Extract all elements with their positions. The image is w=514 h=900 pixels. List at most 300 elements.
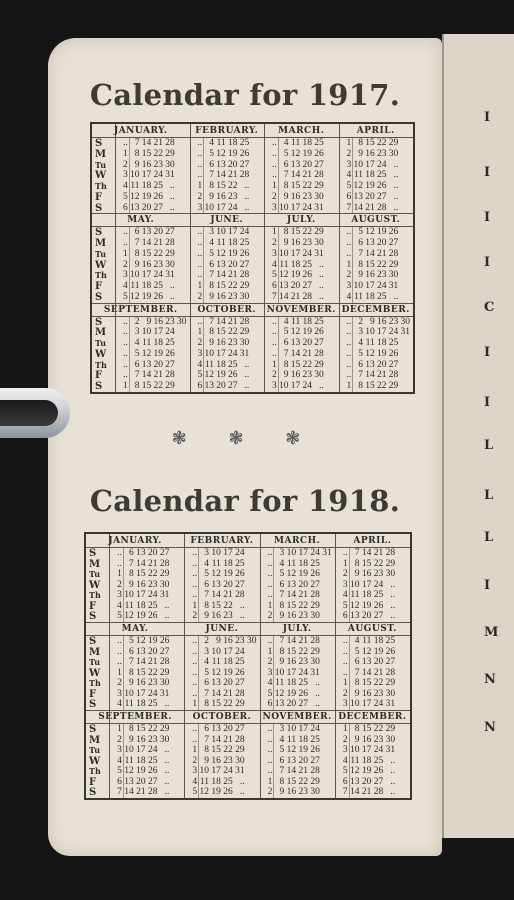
month-divider	[260, 534, 261, 798]
date-cell: 12	[290, 327, 301, 338]
date-cell: 13	[286, 579, 297, 590]
date-cell: ..	[267, 569, 273, 580]
date-cell: 13	[365, 359, 375, 370]
date-cell: 7	[279, 766, 285, 777]
next-page-letter: I	[484, 578, 491, 593]
date-cell: 27	[373, 611, 384, 622]
date-cell: 8	[358, 381, 363, 392]
date-cell: 15	[136, 667, 146, 678]
date-cell: 6	[346, 191, 352, 202]
month-divider	[264, 124, 265, 392]
date-cell: 23	[302, 370, 312, 381]
date-cell: 29	[314, 359, 324, 370]
date-cell: 7	[204, 688, 209, 699]
date-cell: ..	[123, 370, 128, 381]
date-cell: 9	[370, 316, 375, 327]
date-cell: 2	[267, 657, 273, 668]
date-cell: 8	[354, 724, 360, 734]
date-cell: 14	[353, 202, 363, 213]
weekday-label: Th	[89, 766, 101, 777]
date-cell: 23	[228, 291, 238, 302]
date-cell: 15	[216, 181, 226, 192]
weekday-label: F	[89, 776, 97, 788]
date-cell: ..	[346, 227, 352, 238]
date-cell: 24	[310, 724, 320, 734]
date-cell: 10	[204, 202, 214, 213]
date-cell: 13	[279, 281, 289, 292]
date-cell: 31	[159, 590, 170, 601]
next-page-letter: I	[484, 165, 491, 180]
date-cell: 20	[216, 381, 226, 392]
date-cell: 29	[388, 259, 399, 270]
date-cell: ..	[117, 558, 122, 569]
date-cell: ..	[393, 181, 399, 192]
date-cell: 18	[373, 636, 384, 646]
date-cell: 17	[216, 348, 226, 359]
date-cell: 8	[129, 667, 134, 678]
date-cell: ..	[267, 636, 273, 646]
date-cell: 23	[223, 755, 233, 766]
date-cell: 6	[342, 611, 348, 622]
date-cell: 5	[342, 766, 348, 777]
date-cell: 28	[388, 248, 399, 259]
weekday-label: W	[89, 579, 101, 591]
date-cell: 7	[204, 734, 209, 745]
date-cell: 10	[353, 281, 363, 292]
date-cell: 30	[310, 787, 320, 798]
date-cell: 29	[235, 699, 245, 710]
date-cell: 26	[385, 646, 396, 657]
date-cell: 8	[279, 646, 285, 657]
date-cell: 26	[239, 148, 250, 159]
date-cell: 27	[314, 159, 324, 170]
date-cell: 3	[272, 202, 277, 213]
date-cell: 28	[165, 370, 175, 381]
date-cell: ..	[170, 281, 175, 292]
date-cell: 18	[290, 259, 301, 270]
date-cell: 14	[211, 688, 221, 699]
date-cell: ..	[267, 734, 273, 745]
date-cell: 23	[235, 636, 245, 646]
date-cell: 3	[117, 590, 122, 601]
date-cell: 11	[124, 600, 134, 611]
date-cell: 19	[286, 688, 297, 699]
date-cell: 9	[129, 678, 134, 689]
date-cell: 18	[223, 657, 233, 668]
date-cell: 13	[211, 579, 221, 590]
date-cell: 14	[286, 590, 297, 601]
date-cell: 26	[388, 348, 399, 359]
date-cell: 30	[177, 316, 187, 327]
date-cell: ..	[197, 159, 203, 170]
date-cell: 10	[274, 667, 285, 678]
date-cell: 30	[400, 316, 410, 327]
date-cell: 2	[134, 316, 140, 327]
date-cell: ..	[123, 138, 128, 148]
date-cell: 27	[235, 678, 245, 689]
date-cell: 3	[209, 227, 214, 238]
date-cell: 2	[197, 338, 203, 349]
date-cell: 19	[136, 766, 146, 777]
date-cell: 22	[153, 381, 163, 392]
date-cell: 20	[148, 646, 158, 657]
date-cell: 21	[153, 370, 163, 381]
next-page-letter: N	[484, 720, 496, 735]
next-page-letter: N	[484, 672, 496, 687]
weekday-label: Th	[95, 270, 107, 281]
date-cell: 30	[159, 579, 170, 590]
date-cell: 28	[159, 657, 170, 668]
date-cell: 25	[228, 359, 238, 370]
date-cell: 7	[283, 170, 289, 181]
date-cell: 20	[223, 724, 233, 734]
date-cell: 1	[342, 558, 348, 569]
next-page-text	[484, 0, 499, 900]
date-cell: ..	[123, 238, 128, 249]
date-cell: 27	[148, 776, 158, 787]
weekday-label: S	[95, 138, 103, 149]
date-cell: 30	[388, 148, 399, 159]
date-cell: 10	[286, 548, 297, 558]
date-cell: 15	[290, 181, 301, 192]
date-cell: ..	[192, 688, 198, 699]
date-cell: 23	[298, 657, 308, 668]
date-cell: ..	[272, 327, 277, 338]
date-cell: ..	[346, 348, 352, 359]
date-cell: 4	[123, 281, 128, 292]
date-cell: 21	[373, 548, 384, 558]
date-cell: 30	[310, 611, 320, 622]
date-cell: 7	[209, 170, 214, 181]
date-cell: ..	[123, 227, 128, 238]
month-divider	[190, 124, 191, 392]
date-cell: 4	[117, 755, 122, 766]
date-cell: 24	[148, 688, 158, 699]
month-header: SEPTEMBER.	[92, 303, 190, 317]
date-cell: 25	[148, 600, 158, 611]
date-cell: 4	[123, 181, 128, 192]
date-cell: 31	[388, 281, 399, 292]
date-cell: 24	[377, 159, 387, 170]
date-cell: ..	[117, 657, 122, 668]
month-header: JANUARY.	[86, 534, 184, 548]
date-cell: 29	[165, 381, 175, 392]
date-cell: ..	[244, 381, 250, 392]
date-cell: 26	[310, 745, 320, 756]
month-divider	[115, 124, 116, 392]
date-cell: 10	[211, 548, 221, 558]
date-cell: 31	[385, 745, 396, 756]
date-cell: 15	[365, 381, 375, 392]
date-cell: 2	[117, 678, 122, 689]
date-cell: 18	[302, 138, 312, 148]
date-cell: 23	[373, 569, 384, 580]
date-cell: 25	[377, 291, 387, 302]
date-cell: 1	[272, 227, 277, 238]
date-cell: 23	[153, 159, 163, 170]
date-cell: 22	[373, 678, 384, 689]
date-cell: 25	[153, 281, 163, 292]
month-header: AUGUST.	[335, 622, 410, 636]
date-cell: 28	[310, 590, 320, 601]
date-cell: 23	[302, 238, 312, 249]
date-cell: 24	[373, 579, 384, 590]
date-cell: ..	[197, 148, 203, 159]
date-cell: 20	[377, 238, 387, 249]
weekday-label: Th	[95, 181, 107, 192]
month-header: FEBRUARY.	[190, 124, 265, 138]
date-cell: 17	[216, 202, 226, 213]
date-cell: 25	[302, 259, 312, 270]
month-header: APRIL.	[335, 534, 410, 548]
date-cell: 25	[377, 170, 387, 181]
date-cell: 10	[279, 248, 289, 259]
date-cell: 21	[136, 787, 146, 798]
date-cell: 7	[209, 270, 214, 281]
date-cell: 24	[298, 667, 308, 678]
date-cell: 6	[354, 657, 360, 668]
date-cell: ..	[123, 338, 128, 349]
date-cell: ..	[390, 776, 396, 787]
date-cell: 9	[134, 159, 140, 170]
date-cell: 1	[267, 600, 273, 611]
date-cell: 17	[361, 699, 372, 710]
date-cell: ..	[272, 316, 277, 327]
date-cell: 13	[211, 724, 221, 734]
weekday-label: M	[89, 734, 101, 746]
date-cell: 25	[148, 755, 158, 766]
date-cell: 28	[373, 787, 384, 798]
date-cell: 19	[361, 766, 372, 777]
date-cell: 6	[204, 678, 209, 689]
date-cell: 16	[136, 579, 146, 590]
date-cell: ..	[123, 348, 128, 359]
date-cell: 4	[209, 138, 214, 148]
date-cell: 3	[123, 170, 128, 181]
weekday-label: S	[95, 316, 103, 328]
date-cell: 25	[388, 338, 399, 349]
ornament-stars: ❃ ❃ ❃	[171, 428, 319, 449]
date-cell: 9	[358, 270, 363, 281]
date-cell: 8	[204, 600, 209, 611]
date-cell: 31	[400, 327, 410, 338]
date-cell: 26	[388, 227, 399, 238]
date-cell: 9	[279, 657, 285, 668]
date-cell: 26	[148, 611, 158, 622]
month-header: FEBRUARY.	[184, 534, 259, 548]
date-cell: 19	[228, 148, 238, 159]
date-cell: 21	[377, 370, 387, 381]
weekday-label: F	[95, 281, 103, 293]
date-cell: ..	[390, 787, 396, 798]
date-cell: ..	[164, 755, 170, 766]
date-cell: 19	[136, 611, 146, 622]
date-cell: 20	[302, 159, 312, 170]
date-cell: ..	[164, 787, 170, 798]
date-cell: 3	[192, 766, 198, 777]
date-cell: 18	[365, 291, 375, 302]
date-cell: 25	[314, 138, 324, 148]
date-cell: 22	[298, 646, 308, 657]
weekday-label: Tu	[89, 657, 101, 668]
weekday-label: W	[95, 259, 107, 271]
date-cell: 21	[153, 238, 163, 249]
date-cell: 12	[211, 667, 221, 678]
date-cell: 21	[228, 170, 238, 181]
date-cell: 1	[117, 724, 122, 734]
date-cell: 11	[291, 316, 301, 327]
date-cell: 17	[361, 579, 372, 590]
date-cell: 16	[365, 270, 375, 281]
date-cell: ..	[117, 636, 122, 646]
date-cell: 2	[342, 734, 348, 745]
date-cell: 23	[373, 688, 384, 699]
date-cell: 29	[388, 138, 399, 148]
date-cell: 28	[165, 138, 175, 148]
month-divider	[335, 534, 336, 798]
date-cell: 12	[353, 181, 363, 192]
date-cell: 13	[274, 699, 285, 710]
date-cell: ..	[192, 667, 198, 678]
date-cell: 14	[365, 370, 375, 381]
date-cell: 27	[298, 699, 308, 710]
date-cell: 1	[123, 381, 128, 392]
date-cell: 28	[239, 270, 250, 281]
date-cell: 17	[365, 281, 375, 292]
date-cell: 26	[148, 766, 158, 777]
date-cell: 29	[159, 667, 170, 678]
date-cell: 25	[310, 558, 320, 569]
date-cell: 14	[286, 766, 297, 777]
date-cell: 29	[235, 745, 245, 756]
date-cell: 16	[216, 338, 226, 349]
date-cell: ..	[390, 611, 396, 622]
date-cell: ..	[319, 281, 324, 292]
date-cell: ..	[117, 646, 122, 657]
date-cell: 14	[141, 370, 152, 381]
month-header: MARCH.	[260, 534, 335, 548]
date-cell: 6	[342, 776, 348, 787]
date-cell: 17	[136, 745, 146, 756]
date-cell: 8	[358, 259, 363, 270]
date-cell: ..	[267, 548, 273, 558]
date-cell: ..	[197, 238, 203, 249]
date-cell: 3	[267, 667, 273, 678]
date-cell: 25	[239, 138, 250, 148]
date-cell: 6	[283, 338, 289, 349]
date-cell: 6	[209, 259, 214, 270]
date-cell: 29	[385, 678, 396, 689]
date-cell: 10	[211, 646, 221, 657]
date-cell: 5	[342, 600, 348, 611]
date-cell: 20	[298, 755, 308, 766]
date-cell: 26	[223, 787, 233, 798]
date-cell: 8	[358, 138, 363, 148]
date-cell: 4	[209, 238, 214, 249]
date-cell: 13	[136, 548, 146, 558]
date-cell: 11	[211, 657, 221, 668]
date-cell: 10	[279, 381, 289, 392]
date-cell: 27	[377, 191, 387, 202]
date-cell: ..	[390, 755, 396, 766]
date-cell: 29	[159, 569, 170, 580]
weekday-label: F	[89, 688, 97, 700]
weekday-label: M	[89, 558, 101, 570]
date-cell: 3	[346, 159, 352, 170]
date-cell: 15	[286, 600, 297, 611]
month-divider	[184, 534, 185, 798]
date-cell: 21	[223, 688, 233, 699]
date-cell: 12	[141, 348, 152, 359]
date-cell: 27	[228, 381, 238, 392]
date-cell: 4	[272, 259, 277, 270]
date-cell: 13	[361, 657, 372, 668]
date-cell: 14	[216, 316, 226, 327]
date-cell: 16	[216, 191, 226, 202]
date-cell: 22	[302, 359, 312, 370]
date-cell: 19	[361, 600, 372, 611]
date-cell: 18	[228, 238, 238, 249]
date-cell: 10	[350, 745, 360, 756]
date-cell: 25	[153, 181, 163, 192]
date-cell: ..	[319, 291, 324, 302]
date-cell: 20	[298, 579, 308, 590]
date-cell: 16	[153, 316, 163, 327]
date-cell: 5	[279, 745, 285, 756]
date-cell: 26	[239, 248, 250, 259]
date-cell: ..	[170, 181, 175, 192]
date-cell: 19	[223, 667, 233, 678]
date-cell: 28	[388, 370, 399, 381]
date-cell: ..	[390, 590, 396, 601]
date-cell: 2	[267, 611, 273, 622]
date-cell: 1	[197, 281, 203, 292]
date-cell: 12	[204, 370, 214, 381]
date-cell: 17	[153, 327, 163, 338]
date-cell: 20	[361, 611, 372, 622]
date-cell: 17	[136, 688, 146, 699]
date-cell: 16	[141, 159, 152, 170]
calendar-grid-1918	[84, 532, 412, 800]
date-cell: 13	[365, 238, 375, 249]
date-cell: 18	[141, 281, 152, 292]
date-cell: 23	[148, 579, 158, 590]
date-cell: 28	[239, 316, 250, 327]
date-cell: 10	[130, 170, 140, 181]
month-header: AUGUST.	[339, 213, 414, 227]
date-cell: 5	[358, 227, 363, 238]
date-cell: ..	[192, 569, 198, 580]
date-cell: 5	[117, 766, 122, 777]
date-cell: 9	[279, 787, 285, 798]
date-cell: 18	[298, 734, 308, 745]
date-cell: 15	[136, 724, 146, 734]
date-cell: 28	[235, 688, 245, 699]
weekday-label: M	[95, 238, 107, 250]
date-cell: 17	[141, 170, 152, 181]
date-cell: 5	[279, 569, 285, 580]
weekday-label: F	[89, 600, 97, 612]
date-cell: 26	[302, 270, 312, 281]
date-cell: 1	[342, 678, 348, 689]
date-cell: 27	[388, 238, 399, 249]
date-cell: 12	[365, 227, 375, 238]
date-cell: 21	[377, 248, 387, 259]
date-cell: 26	[228, 370, 238, 381]
date-cell: 15	[365, 138, 375, 148]
weekday-label: W	[89, 667, 101, 679]
date-cell: 11	[286, 558, 297, 569]
